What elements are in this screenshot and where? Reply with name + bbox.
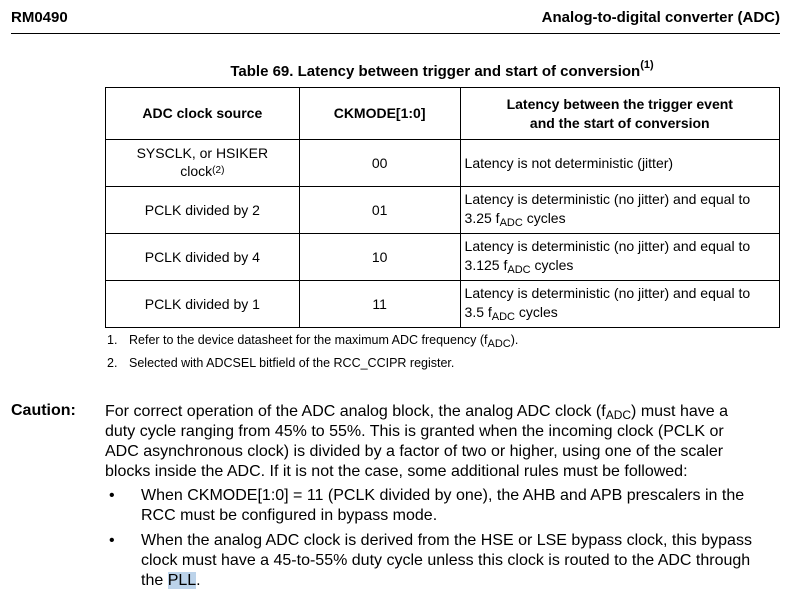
latency-f: f — [495, 210, 500, 226]
table-row — [106, 187, 780, 234]
bullet-line: When CKMODE[1:0] = 11 (PCLK divided by one), the AHB and APB prescalers in the — [141, 487, 745, 504]
cell-latency — [460, 234, 779, 281]
latency-value: 3.5 — [464, 304, 484, 320]
table-title — [104, 61, 780, 80]
table-title-note: (1) — [640, 59, 654, 71]
cell-ckmode: 00 — [299, 140, 460, 187]
latency-f: f — [503, 257, 508, 273]
header-adc-clock-source: ADC clock source — [106, 88, 300, 140]
bullet-icon: • — [109, 532, 115, 549]
header-ckmode: CKMODE[1:0] — [299, 88, 460, 140]
latency-line1: Latency is deterministic (no jitter) and equal to — [464, 285, 751, 301]
latency-value: 3.125 — [464, 257, 500, 273]
caution-line: duty cycle ranging from 45% to 55%. This is granted when the incoming clock (PCLK or — [105, 423, 724, 440]
footnote-text: Refer to the device datasheet for the maximum ADC frequency (f — [129, 333, 488, 347]
caution-label: Caution: — [11, 402, 76, 419]
cell-latency — [460, 187, 779, 234]
document-id: RM0490 — [11, 9, 68, 26]
caution-line: ADC asynchronous clock) is divided by a factor of two or higher, using one of the scaler — [105, 443, 724, 460]
latency-unit: cycles — [526, 210, 566, 226]
cell-source: PCLK divided by 4 — [106, 234, 300, 281]
cell-source — [106, 140, 300, 187]
bullet-line3-b: . — [196, 572, 201, 589]
latency-line1: Latency is deterministic (no jitter) and equal to — [464, 238, 751, 254]
cell-ckmode: 10 — [299, 234, 460, 281]
caution-paragraph — [105, 402, 785, 482]
cell-latency: Latency is not deterministic (jitter) — [460, 140, 779, 187]
table-row — [106, 281, 780, 328]
latency-value: 3.25 — [464, 210, 492, 226]
highlighted-text: PLL — [167, 572, 197, 589]
cell-source: PCLK divided by 1 — [106, 281, 300, 328]
cell-latency — [460, 281, 779, 328]
bullet-line3-a: the — [141, 572, 168, 589]
latency-sub: ADC — [499, 217, 523, 229]
footnote-tail: ). — [510, 333, 519, 347]
header-latency-line2: and the start of conversion — [529, 114, 710, 131]
header-latency — [460, 88, 779, 140]
caution-line: blocks inside the ADC. If it is not the case, some additional rules must be followed: — [105, 463, 688, 480]
latency-line1: Latency is deterministic (no jitter) and equal to — [464, 191, 751, 207]
footnote-number: 2. — [107, 356, 118, 370]
source-line1: SYSCLK, or HSIKER — [136, 144, 269, 161]
table-title-text: Table 69. Latency between trigger and start of conversion — [230, 63, 641, 80]
header-divider — [11, 33, 780, 34]
source-line2: clock — [180, 162, 213, 179]
bullet-text — [141, 486, 783, 526]
source-note: (2) — [212, 164, 225, 176]
caution-line1-sub: ADC — [605, 408, 632, 422]
section-title: Analog-to-digital converter (ADC) — [541, 9, 780, 26]
latency-unit: cycles — [518, 304, 558, 320]
footnote-1 — [107, 333, 519, 350]
cell-source: PCLK divided by 2 — [106, 187, 300, 234]
caution-line1-a: For correct operation of the ADC analog block, the analog ADC clock (f — [105, 403, 606, 420]
footnote-sub: ADC — [487, 338, 511, 350]
latency-table — [105, 87, 780, 328]
latency-f: f — [487, 304, 492, 320]
footnote-text: Selected with ADCSEL bitfield of the RCC_CCIPR register. — [129, 356, 455, 370]
table-row — [106, 140, 780, 187]
caution-line1-b: ) must have a — [631, 403, 728, 420]
table-header-row — [106, 88, 780, 140]
bullet-icon: • — [109, 487, 115, 504]
footnote-2 — [107, 356, 454, 370]
bullet-text — [141, 531, 783, 591]
latency-sub: ADC — [507, 264, 531, 276]
bullet-line: When the analog ADC clock is derived from the HSE or LSE bypass clock, this bypass — [141, 532, 752, 549]
cell-ckmode: 11 — [299, 281, 460, 328]
table-row — [106, 234, 780, 281]
latency-unit: cycles — [534, 257, 574, 273]
latency-sub: ADC — [491, 311, 516, 323]
header-latency-line1: Latency between the trigger event — [506, 95, 733, 112]
caution-line — [105, 402, 785, 422]
bullet-line: clock must have a 45-to-55% duty cycle unless this clock is routed to the ADC through — [141, 552, 751, 569]
cell-ckmode: 01 — [299, 187, 460, 234]
footnote-number: 1. — [107, 333, 118, 347]
bullet-line: RCC must be configured in bypass mode. — [141, 507, 438, 524]
bullet-line — [141, 571, 783, 591]
